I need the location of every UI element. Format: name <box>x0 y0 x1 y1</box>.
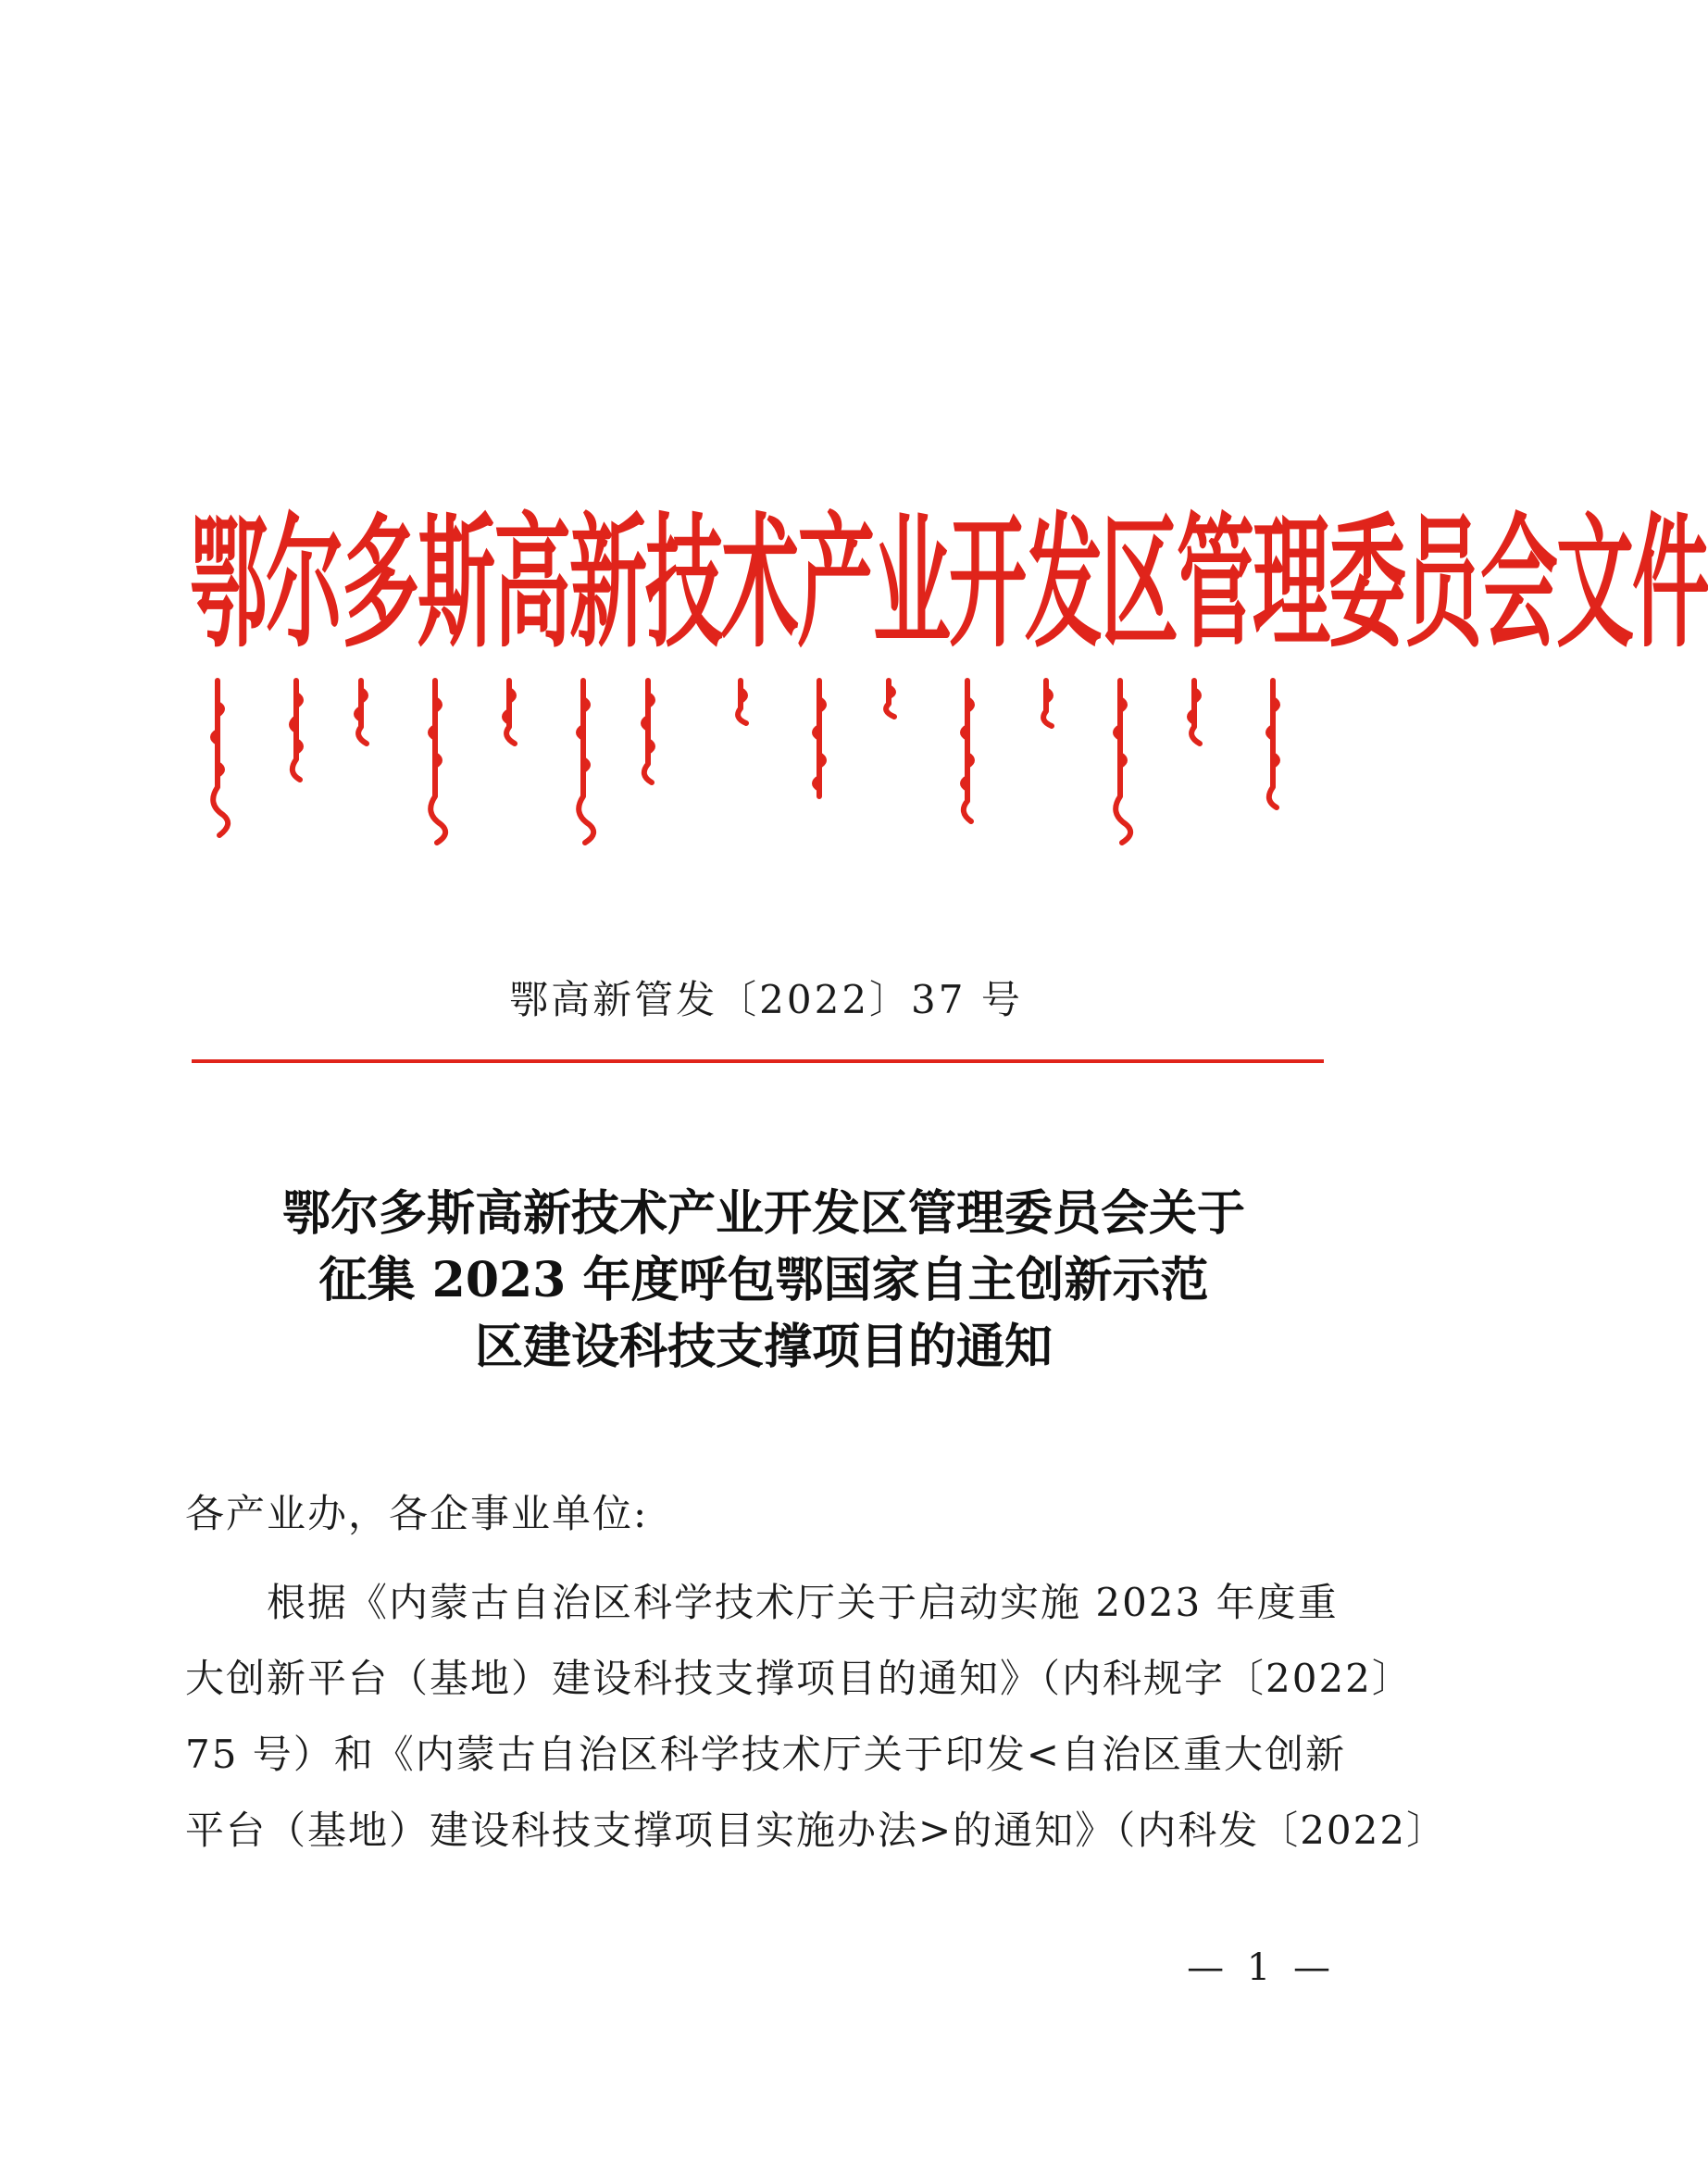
mongolian-word-11 <box>954 676 981 843</box>
notice-title-line-2: 征集 2023 年度呼包鄂国家自主创新示范 <box>318 1252 1209 1308</box>
notice-title-line-1: 鄂尔多斯高新技术产业开发区管理委员会关于 <box>281 1185 1245 1242</box>
red-separator-line <box>192 1059 1324 1063</box>
mongolian-word-7 <box>634 676 662 787</box>
body-line-3: 75 号）和《内蒙古自治区科学技术厅关于印发<自治区重大创新 <box>185 1732 1346 1777</box>
notice-title-line-3: 区建设科技支撑项目的通知 <box>474 1319 1053 1375</box>
mongolian-word-9 <box>805 676 833 815</box>
document-number: 鄂高新管发〔2022〕37 号 <box>509 977 1023 1022</box>
mongolian-word-13 <box>1106 676 1134 843</box>
mongolian-word-1 <box>204 676 231 843</box>
mongolian-word-2 <box>282 676 310 787</box>
body-line-2: 大创新平台（基地）建设科技支撑项目的通知》（内科规字〔2022〕 <box>185 1656 1413 1701</box>
mongolian-word-10 <box>875 676 903 722</box>
mongolian-word-3 <box>347 676 375 750</box>
masthead-title-text: 鄂尔多斯高新技术产业开发区管理委员会文件 <box>190 497 1708 668</box>
masthead-mongolian-script <box>194 676 1338 861</box>
body-line-1: 根据《内蒙古自治区科学技术厅关于启动实施 2023 年度重 <box>185 1580 1339 1625</box>
salutation: 各产业办，各企事业单位: <box>185 1491 649 1536</box>
notice-title <box>148 1181 1379 1381</box>
body-paragraph <box>185 1565 1448 1869</box>
mongolian-word-14 <box>1180 676 1208 750</box>
mongolian-word-4 <box>421 676 449 843</box>
mongolian-word-8 <box>727 676 754 732</box>
masthead-title <box>190 497 1708 668</box>
mongolian-word-15 <box>1259 676 1287 815</box>
mongolian-word-6 <box>569 676 597 843</box>
body-line-4: 平台（基地）建设科技支撑项目实施办法>的通知》（内科发〔2022〕 <box>185 1808 1448 1853</box>
page-number: — 1 — <box>1187 1946 1336 1989</box>
mongolian-word-12 <box>1032 676 1060 732</box>
mongolian-word-5 <box>495 676 523 750</box>
